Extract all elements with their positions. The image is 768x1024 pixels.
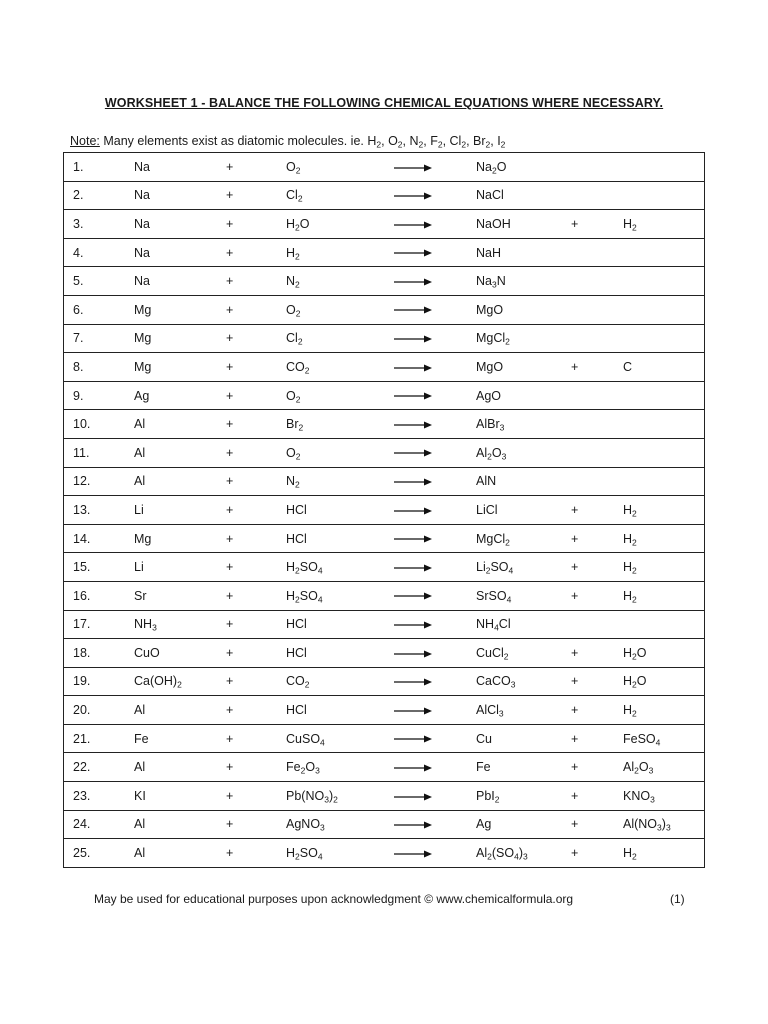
plus-sign: + <box>226 467 286 496</box>
product-1: SrSO$_4$ <box>476 581 571 610</box>
reactant-2: $CO_2$ <box>286 353 394 382</box>
yields-arrow-cell <box>394 353 476 382</box>
equation-number: 6. <box>64 295 135 324</box>
equation-number: 12. <box>64 467 135 496</box>
yields-arrow-cell <box>394 581 476 610</box>
plus-sign-2: + <box>571 753 623 782</box>
plus-sign-2: + <box>571 581 623 610</box>
equation-number: 7. <box>64 324 135 353</box>
product-1: $Al_2(SO_4)_3$ <box>476 839 571 868</box>
yields-arrow-cell <box>394 753 476 782</box>
yields-arrow-cell <box>394 839 476 868</box>
reactant-1: Li <box>134 553 226 582</box>
plus-sign: + <box>226 496 286 525</box>
plus-sign: + <box>226 696 286 725</box>
product-1: LiCl <box>476 496 571 525</box>
reactant-1: Na <box>134 210 226 239</box>
yields-arrow-cell <box>394 181 476 210</box>
plus-sign-2 <box>571 610 623 639</box>
reactant-1: Mg <box>134 353 226 382</box>
plus-sign-2 <box>571 467 623 496</box>
reactant-2: $O_2$ <box>286 295 394 324</box>
equation-row <box>64 295 705 324</box>
plus-sign: + <box>226 381 286 410</box>
equation-row <box>64 438 705 467</box>
product-2: $H_2$ <box>623 696 705 725</box>
right-arrow-icon <box>394 421 432 429</box>
reactant-2: $H_2SO_4$ <box>286 839 394 868</box>
reactant-2: HCl <box>286 496 394 525</box>
equation-row <box>64 639 705 668</box>
note-label: Note: <box>70 134 100 148</box>
footer-credit: May be used for educational purposes upon acknowledgment © www.chemicalformula.org <box>94 892 574 906</box>
reactant-2: HCl <box>286 639 394 668</box>
product-1: MgO <box>476 353 571 382</box>
equations-table-body <box>64 153 705 868</box>
plus-sign-2: + <box>571 839 623 868</box>
page-number: (1) <box>670 892 685 906</box>
yields-arrow-cell <box>394 295 476 324</box>
right-arrow-icon <box>394 449 432 457</box>
reactant-1: Al <box>134 696 226 725</box>
equation-row <box>64 696 705 725</box>
plus-sign-2 <box>571 438 623 467</box>
product-2 <box>623 238 705 267</box>
reactant-1: Mg <box>134 295 226 324</box>
right-arrow-icon <box>394 335 432 343</box>
equation-number: 23. <box>64 782 135 811</box>
equation-number: 25. <box>64 839 135 868</box>
equation-number: 10. <box>64 410 135 439</box>
product-1: MgO <box>476 295 571 324</box>
reactant-1: Al <box>134 810 226 839</box>
equation-row <box>64 839 705 868</box>
note-line <box>70 134 505 148</box>
product-2 <box>623 410 705 439</box>
equation-number: 9. <box>64 381 135 410</box>
reactant-2: HCl <box>286 610 394 639</box>
yields-arrow-cell <box>394 782 476 811</box>
equation-number: 8. <box>64 353 135 382</box>
reactant-1: Sr <box>134 581 226 610</box>
plus-sign: + <box>226 524 286 553</box>
product-2: $Al_2O_3$ <box>623 753 705 782</box>
right-arrow-icon <box>394 707 432 715</box>
plus-sign-2: + <box>571 782 623 811</box>
reactant-2: $H_2SO_4$ <box>286 581 394 610</box>
right-arrow-icon <box>394 850 432 858</box>
plus-sign-2: + <box>571 496 623 525</box>
product-2 <box>623 438 705 467</box>
equation-row <box>64 724 705 753</box>
product-2: FeSO$_4$ <box>623 724 705 753</box>
right-arrow-icon <box>394 735 432 743</box>
plus-sign-2: + <box>571 639 623 668</box>
plus-sign: + <box>226 581 286 610</box>
yields-arrow-cell <box>394 210 476 239</box>
yields-arrow-cell <box>394 381 476 410</box>
reactant-2: $Cl_2$ <box>286 324 394 353</box>
reactant-1: Ag <box>134 381 226 410</box>
reactant-2: $N_2$ <box>286 467 394 496</box>
plus-sign-2: + <box>571 696 623 725</box>
plus-sign: + <box>226 724 286 753</box>
right-arrow-icon <box>394 164 432 172</box>
right-arrow-icon <box>394 478 432 486</box>
product-1: MgCl$_2$ <box>476 524 571 553</box>
product-1: Cu <box>476 724 571 753</box>
reactant-1: Al <box>134 839 226 868</box>
product-1: $Na_2O$ <box>476 153 571 182</box>
reactant-1: Al <box>134 753 226 782</box>
equation-row <box>64 210 705 239</box>
product-2: $H_2O$ <box>623 639 705 668</box>
reactant-1: CuO <box>134 639 226 668</box>
product-2 <box>623 295 705 324</box>
plus-sign: + <box>226 410 286 439</box>
equation-row <box>64 553 705 582</box>
yields-arrow-cell <box>394 553 476 582</box>
equation-number: 24. <box>64 810 135 839</box>
equation-number: 14. <box>64 524 135 553</box>
equation-number: 20. <box>64 696 135 725</box>
equation-row <box>64 496 705 525</box>
reactant-2: CuSO$_4$ <box>286 724 394 753</box>
yields-arrow-cell <box>394 324 476 353</box>
right-arrow-icon <box>394 507 432 515</box>
right-arrow-icon <box>394 764 432 772</box>
yields-arrow-cell <box>394 153 476 182</box>
reactant-2: $CO_2$ <box>286 667 394 696</box>
product-1: $Li_2SO_4$ <box>476 553 571 582</box>
product-1: CaCO$_3$ <box>476 667 571 696</box>
yields-arrow-cell <box>394 410 476 439</box>
equation-row <box>64 267 705 296</box>
equation-row <box>64 667 705 696</box>
product-2: $H_2$ <box>623 581 705 610</box>
right-arrow-icon <box>394 821 432 829</box>
plus-sign: + <box>226 610 286 639</box>
product-1: PbI$_2$ <box>476 782 571 811</box>
equation-row <box>64 524 705 553</box>
equation-row <box>64 410 705 439</box>
equation-number: 11. <box>64 438 135 467</box>
right-arrow-icon <box>394 564 432 572</box>
plus-sign-2 <box>571 238 623 267</box>
reactant-1: Al <box>134 467 226 496</box>
yields-arrow-cell <box>394 467 476 496</box>
plus-sign: + <box>226 753 286 782</box>
yields-arrow-cell <box>394 610 476 639</box>
reactant-2: $Br_2$ <box>286 410 394 439</box>
plus-sign-2: + <box>571 724 623 753</box>
reactant-2: $Pb(NO_3)_2$ <box>286 782 394 811</box>
product-2: $KNO_3$ <box>623 782 705 811</box>
plus-sign: + <box>226 782 286 811</box>
yields-arrow-cell <box>394 238 476 267</box>
equation-row <box>64 381 705 410</box>
equation-row <box>64 610 705 639</box>
equation-row <box>64 753 705 782</box>
product-1: MgCl$_2$ <box>476 324 571 353</box>
product-1: AgO <box>476 381 571 410</box>
product-2 <box>623 610 705 639</box>
plus-sign-2 <box>571 153 623 182</box>
reactant-2: $H_2O$ <box>286 210 394 239</box>
product-1: AlBr$_3$ <box>476 410 571 439</box>
reactant-2: $O_2$ <box>286 381 394 410</box>
reactant-2: $H_2$ <box>286 238 394 267</box>
plus-sign-2: + <box>571 210 623 239</box>
right-arrow-icon <box>394 306 432 314</box>
equation-row <box>64 238 705 267</box>
reactant-1: Na <box>134 238 226 267</box>
plus-sign-2: + <box>571 553 623 582</box>
yields-arrow-cell <box>394 810 476 839</box>
product-1: NaH <box>476 238 571 267</box>
equation-number: 3. <box>64 210 135 239</box>
product-2: $H_2O$ <box>623 667 705 696</box>
product-2 <box>623 324 705 353</box>
reactant-2: HCl <box>286 696 394 725</box>
product-2 <box>623 181 705 210</box>
plus-sign-2: + <box>571 524 623 553</box>
right-arrow-icon <box>394 650 432 658</box>
plus-sign: + <box>226 639 286 668</box>
product-2 <box>623 381 705 410</box>
plus-sign: + <box>226 667 286 696</box>
equation-number: 4. <box>64 238 135 267</box>
reactant-1: Li <box>134 496 226 525</box>
equation-row <box>64 181 705 210</box>
reactant-1: Fe <box>134 724 226 753</box>
reactant-1: Mg <box>134 324 226 353</box>
reactant-1: KI <box>134 782 226 811</box>
plus-sign-2 <box>571 267 623 296</box>
plus-sign-2 <box>571 181 623 210</box>
plus-sign-2: + <box>571 810 623 839</box>
product-1: CuCl$_2$ <box>476 639 571 668</box>
product-2 <box>623 153 705 182</box>
right-arrow-icon <box>394 392 432 400</box>
plus-sign: + <box>226 353 286 382</box>
reactant-1: Na <box>134 181 226 210</box>
equation-row <box>64 581 705 610</box>
product-1: Ag <box>476 810 571 839</box>
plus-sign: + <box>226 210 286 239</box>
equation-number: 13. <box>64 496 135 525</box>
reactant-2: AgNO$_3$ <box>286 810 394 839</box>
reactant-2: $Fe_2O_3$ <box>286 753 394 782</box>
equation-number: 2. <box>64 181 135 210</box>
product-2 <box>623 267 705 296</box>
right-arrow-icon <box>394 535 432 543</box>
plus-sign-2 <box>571 381 623 410</box>
plus-sign: + <box>226 295 286 324</box>
yields-arrow-cell <box>394 667 476 696</box>
product-1: AlN <box>476 467 571 496</box>
yields-arrow-cell <box>394 724 476 753</box>
yields-arrow-cell <box>394 696 476 725</box>
product-2: $H_2$ <box>623 553 705 582</box>
reactant-2: $N_2$ <box>286 267 394 296</box>
reactant-1: $Ca(OH)_2$ <box>134 667 226 696</box>
plus-sign-2: + <box>571 667 623 696</box>
right-arrow-icon <box>394 249 432 257</box>
plus-sign-2 <box>571 324 623 353</box>
right-arrow-icon <box>394 221 432 229</box>
yields-arrow-cell <box>394 524 476 553</box>
product-1: Fe <box>476 753 571 782</box>
reactant-1: $NH_3$ <box>134 610 226 639</box>
right-arrow-icon <box>394 793 432 801</box>
product-2: $H_2$ <box>623 839 705 868</box>
equation-number: 22. <box>64 753 135 782</box>
plus-sign-2: + <box>571 353 623 382</box>
plus-sign: + <box>226 267 286 296</box>
right-arrow-icon <box>394 192 432 200</box>
reactant-2: $Cl_2$ <box>286 181 394 210</box>
product-1: $Na_3N$ <box>476 267 571 296</box>
reactant-2: $O_2$ <box>286 153 394 182</box>
reactant-1: Na <box>134 267 226 296</box>
plus-sign-2 <box>571 410 623 439</box>
product-2 <box>623 467 705 496</box>
product-2: $Al(NO_3)_3$ <box>623 810 705 839</box>
reactant-1: Al <box>134 438 226 467</box>
plus-sign: + <box>226 153 286 182</box>
plus-sign: + <box>226 839 286 868</box>
yields-arrow-cell <box>394 496 476 525</box>
plus-sign: + <box>226 810 286 839</box>
reactant-2: HCl <box>286 524 394 553</box>
right-arrow-icon <box>394 592 432 600</box>
equation-number: 15. <box>64 553 135 582</box>
equation-number: 1. <box>64 153 135 182</box>
plus-sign-2 <box>571 295 623 324</box>
product-1: NaOH <box>476 210 571 239</box>
product-2: $H_2$ <box>623 496 705 525</box>
equation-row <box>64 324 705 353</box>
equation-row <box>64 153 705 182</box>
product-1: AlCl$_3$ <box>476 696 571 725</box>
plus-sign: + <box>226 553 286 582</box>
reactant-2: $O_2$ <box>286 438 394 467</box>
equation-number: 16. <box>64 581 135 610</box>
right-arrow-icon <box>394 278 432 286</box>
equation-row <box>64 467 705 496</box>
plus-sign: + <box>226 238 286 267</box>
equation-number: 19. <box>64 667 135 696</box>
right-arrow-icon <box>394 364 432 372</box>
equation-row <box>64 353 705 382</box>
reactant-1: Na <box>134 153 226 182</box>
right-arrow-icon <box>394 621 432 629</box>
right-arrow-icon <box>394 678 432 686</box>
equation-row <box>64 810 705 839</box>
equations-table <box>63 152 705 868</box>
yields-arrow-cell <box>394 639 476 668</box>
reactant-2: $H_2SO_4$ <box>286 553 394 582</box>
equation-number: 17. <box>64 610 135 639</box>
product-2: $H_2$ <box>623 210 705 239</box>
equation-row <box>64 782 705 811</box>
equation-number: 5. <box>64 267 135 296</box>
plus-sign: + <box>226 438 286 467</box>
product-2: $H_2$ <box>623 524 705 553</box>
product-1: NaCl <box>476 181 571 210</box>
product-1: $Al_2O_3$ <box>476 438 571 467</box>
reactant-1: Mg <box>134 524 226 553</box>
plus-sign: + <box>226 181 286 210</box>
yields-arrow-cell <box>394 438 476 467</box>
product-1: $NH_4Cl$ <box>476 610 571 639</box>
plus-sign: + <box>226 324 286 353</box>
reactant-1: Al <box>134 410 226 439</box>
yields-arrow-cell <box>394 267 476 296</box>
worksheet-title: WORKSHEET 1 - BALANCE THE FOLLOWING CHEMICAL EQUATIONS WHERE NECESSARY. <box>104 96 664 110</box>
product-2: C <box>623 353 705 382</box>
note-text: Many elements exist as diatomic molecules. ie. $H_2$, $O_2$, $N_2$, $F_2$, $Cl_2$, $Br_2$, $I_2$ <box>99 134 506 150</box>
equation-number: 18. <box>64 639 135 668</box>
equation-number: 21. <box>64 724 135 753</box>
